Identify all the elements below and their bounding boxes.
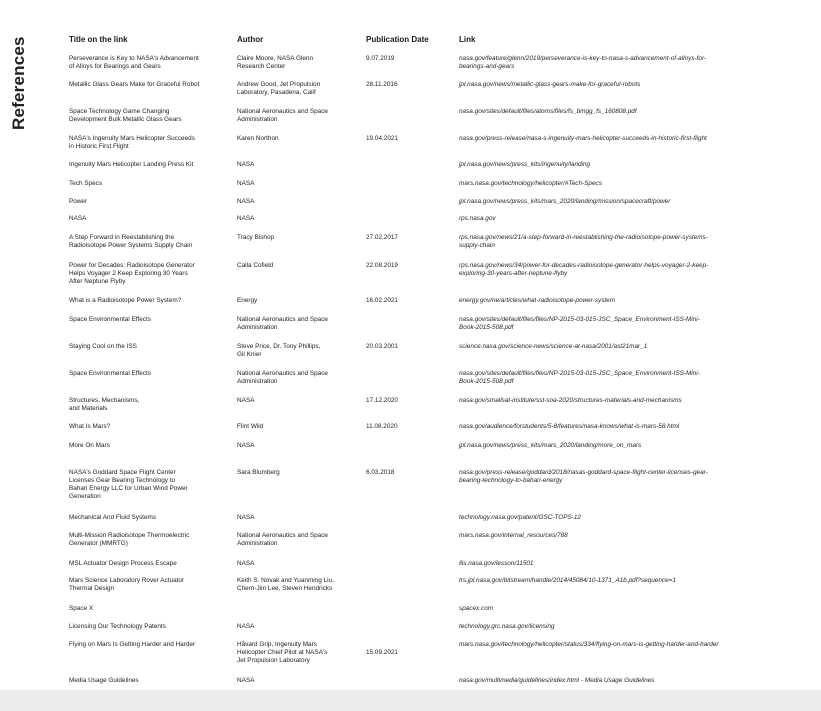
publication-date: 27.02.2017 bbox=[366, 234, 398, 241]
reference-title: MSL Actuator Design Process Escape bbox=[69, 560, 177, 567]
reference-author: National Aeronautics and Space Administration bbox=[237, 108, 328, 124]
reference-title: Staying Cool on the ISS bbox=[69, 343, 137, 350]
reference-link[interactable]: nasa.gov/audience/forstudents/5-8/features/nasa-knows/what-is-mars-58.html bbox=[459, 423, 680, 430]
reference-link[interactable]: nasa.gov/sites/default/files/atoms/files/fs_bmgg_fs_160808.pdf bbox=[459, 108, 637, 115]
reference-author: National Aeronautics and Space Administration bbox=[237, 532, 328, 548]
reference-title: Flying on Mars Is Getting Harder and Harder bbox=[69, 641, 196, 648]
reference-author: Karen Northon bbox=[237, 135, 279, 142]
reference-link[interactable]: nasa.gov/sites/default/files/files/NP-2015-03-015-JSC_Space_Environment-ISS-Mini- Book-2015-508.pdf bbox=[459, 370, 700, 386]
reference-link[interactable]: jpl.nasa.gov/news/press_kits/mars_2020/landing/more_on_mars bbox=[459, 442, 642, 449]
reference-author: Flint Wild bbox=[237, 423, 264, 430]
reference-link[interactable]: jpl.nasa.gov/news/metallic-glass-gears-make-for-graceful-robots bbox=[459, 81, 641, 88]
publication-date: 16.02.2021 bbox=[366, 297, 398, 304]
reference-link[interactable]: science.nasa.gov/science-news/science-at-nasa/2001/ast21mar_1 bbox=[459, 343, 648, 350]
page-bottom-edge bbox=[0, 690, 821, 711]
reference-author: NASA bbox=[237, 442, 255, 449]
reference-title: Space Technology Game Changing Development Bulk Metallic Glass Gears bbox=[69, 108, 182, 124]
reference-title: Media Usage Guidelines bbox=[69, 677, 139, 684]
publication-date: 15.09.2021 bbox=[366, 649, 398, 657]
reference-link[interactable]: nasa.gov/multimedia/guidelines/index.html - Media Usage Guidelines bbox=[459, 677, 655, 684]
reference-link[interactable]: nasa.gov/sites/default/files/files/NP-2015-03-015-JSC_Space_Environment-ISS-Mini- Book-2015-508.pdf bbox=[459, 316, 700, 332]
reference-title: A Step Forward in Reestablishing the Radioisotope Power Systems Supply Chain bbox=[69, 234, 193, 250]
reference-title: NASA's Ingenuity Mars Helicopter Succeeds in Historic First Flight bbox=[69, 135, 195, 151]
publication-date: 17.12.2020 bbox=[366, 397, 398, 404]
reference-author: NASA bbox=[237, 560, 255, 567]
reference-author: NASA bbox=[237, 397, 255, 404]
reference-link[interactable]: jpl.nasa.gov/news/press_kits/mars_2020/landing/mission/spacecraft/power bbox=[459, 198, 671, 205]
publication-date: 9.07.2019 bbox=[366, 55, 395, 62]
reference-title: Space Environmental Effects bbox=[69, 316, 151, 323]
reference-author: Energy bbox=[237, 297, 258, 304]
header-title: Title on the link bbox=[69, 35, 128, 44]
header-author: Author bbox=[237, 35, 264, 44]
publication-date: 19.04.2021 bbox=[366, 135, 398, 142]
reference-author: NASA bbox=[237, 180, 255, 187]
reference-title: Tech Specs bbox=[69, 180, 103, 187]
reference-author: Tracy Bishop bbox=[237, 234, 275, 241]
reference-link[interactable]: nasa.gov/press-release/goddard/2018/nasas-goddard-space-flight-center-licenses-gear- bearing-technology-to-bahari-energy bbox=[459, 469, 708, 485]
reference-author: National Aeronautics and Space Administration bbox=[237, 316, 328, 332]
reference-title: Multi-Mission Radioisotope Thermoelectric Generator (MMRTG) bbox=[69, 532, 190, 548]
publication-date: 11.08.2020 bbox=[366, 423, 398, 430]
header-link: Link bbox=[459, 35, 476, 44]
reference-title: More On Mars bbox=[69, 442, 110, 449]
reference-author: Andrew Good, Jet Propulsion Laboratory, Pasadena, Calif bbox=[237, 81, 321, 97]
reference-link[interactable]: rps.nasa.gov/news/34/power-for-decades-radioisotope-generator-helps-voyager-2-keep- exploring-30-years-after-neptune-flyby bbox=[459, 262, 709, 278]
reference-title: NASA's Goddard Space Flight Center Licenses Gear Bearing Technology to Bahari Energy LLC for Urban Wind Power Generation bbox=[69, 469, 188, 501]
reference-link[interactable]: technology.grc.nasa.gov/licensing bbox=[459, 623, 555, 630]
reference-link[interactable]: jpl.nasa.gov/news/press_kits/ingenuity/landing bbox=[459, 161, 591, 168]
reference-link[interactable]: mars.nasa.gov/technology/helicopter/#Tech-Specs bbox=[459, 180, 602, 187]
reference-link[interactable]: spacex.com bbox=[459, 605, 494, 612]
reference-title: Perseverance is Key to NASA's Advancement of Alloys for Bearings and Gears bbox=[69, 55, 199, 71]
reference-link[interactable]: rps.nasa.gov/news/21/a-step-forward-in-reestablishing-the-radioisotope-power-systems- supply-chain bbox=[459, 234, 708, 250]
reference-title: Licensing Our Technology Patents bbox=[69, 623, 166, 630]
reference-author: Calla Cofield bbox=[237, 262, 274, 269]
reference-title: Structures, Mechanisms, and Materials bbox=[69, 397, 140, 413]
reference-title: What Is Mars? bbox=[69, 423, 111, 430]
reference-author: NASA bbox=[237, 198, 255, 205]
header-date: Publication Date bbox=[366, 35, 429, 44]
reference-link[interactable]: trs.jpl.nasa.gov/bitstream/handle/2014/45084/10-1371_A1b.pdf?sequence=1 bbox=[459, 577, 676, 584]
reference-author: Keith S. Novak and Yuanming Liu, Chern-Jiin Lee, Steven Hendricks bbox=[237, 577, 334, 593]
reference-author: NASA bbox=[237, 677, 255, 684]
reference-title: Mechanical And Fluid Systems bbox=[69, 514, 157, 521]
reference-link[interactable]: rps.nasa.gov bbox=[459, 215, 496, 222]
reference-link[interactable]: mars.nasa.gov/internal_resources/788 bbox=[459, 532, 568, 539]
reference-link[interactable]: nasa.gov/smallsat-institute/sst-soa-2020/structures-materials-and-mechanisms bbox=[459, 397, 682, 404]
publication-date: 28.11.2016 bbox=[366, 81, 398, 88]
reference-author: NASA bbox=[237, 215, 255, 222]
reference-link[interactable]: nasa.gov/feature/glenn/2019/perseverance-is-key-to-nasa-s-advancement-of-alloys-for- bearings-and-gears bbox=[459, 55, 707, 71]
reference-author: Sara Blumberg bbox=[237, 469, 280, 476]
reference-author: National Aeronautics and Space Administration bbox=[237, 370, 328, 386]
reference-author: NASA bbox=[237, 161, 255, 168]
section-title: References bbox=[9, 36, 28, 130]
reference-title: Power bbox=[69, 198, 88, 205]
reference-title: Ingenuity Mars Helicopter Landing Press Kit bbox=[69, 161, 194, 168]
reference-title: Metallic Glass Gears Make for Graceful Robot bbox=[69, 81, 200, 88]
reference-author: Steve Price, Dr. Tony Phillips, Gil Knier bbox=[237, 343, 321, 359]
reference-author: NASA bbox=[237, 514, 255, 521]
reference-link[interactable]: technology.nasa.gov/patent/GSC-TOPS-12 bbox=[459, 514, 581, 521]
reference-author: NASA bbox=[237, 623, 255, 630]
reference-link[interactable]: nasa.gov/press-release/nasa-s-ingenuity-mars-helicopter-succeeds-in-historic-first-flight bbox=[459, 135, 707, 142]
publication-date: 22.08.2019 bbox=[366, 262, 398, 269]
publication-date: 20.03.2001 bbox=[366, 343, 398, 350]
reference-title: NASA bbox=[69, 215, 87, 222]
reference-author: Håvard Grip, Ingenuity Mars Helicopter Chief Pilot at NASA's Jet Propulsion Laboratory bbox=[237, 641, 328, 665]
reference-title: Mars Science Laboratory Rover Actuator Thermal Design bbox=[69, 577, 185, 593]
reference-link[interactable]: llis.nasa.gov/lesson/11501 bbox=[459, 560, 534, 567]
reference-link[interactable]: energy.gov/ne/articles/what-radioisotope-power-system bbox=[459, 297, 616, 304]
reference-link[interactable]: mars.nasa.gov/technology/helicopter/status/334/flying-on-mars-is-getting-harder-and-harder bbox=[459, 641, 719, 648]
publication-date: 6.03.2018 bbox=[366, 469, 395, 476]
reference-title: Space X bbox=[69, 605, 94, 612]
reference-title: What is a Radioisotope Power System? bbox=[69, 297, 182, 304]
reference-title: Power for Decades: Radioisotope Generator Helps Voyager 2 Keep Exploring 30 Years After Neptune Flyby bbox=[69, 262, 195, 286]
reference-author: Claire Moore, NASA Glenn Research Center bbox=[237, 55, 314, 71]
reference-title: Space Environmental Effects bbox=[69, 370, 151, 377]
